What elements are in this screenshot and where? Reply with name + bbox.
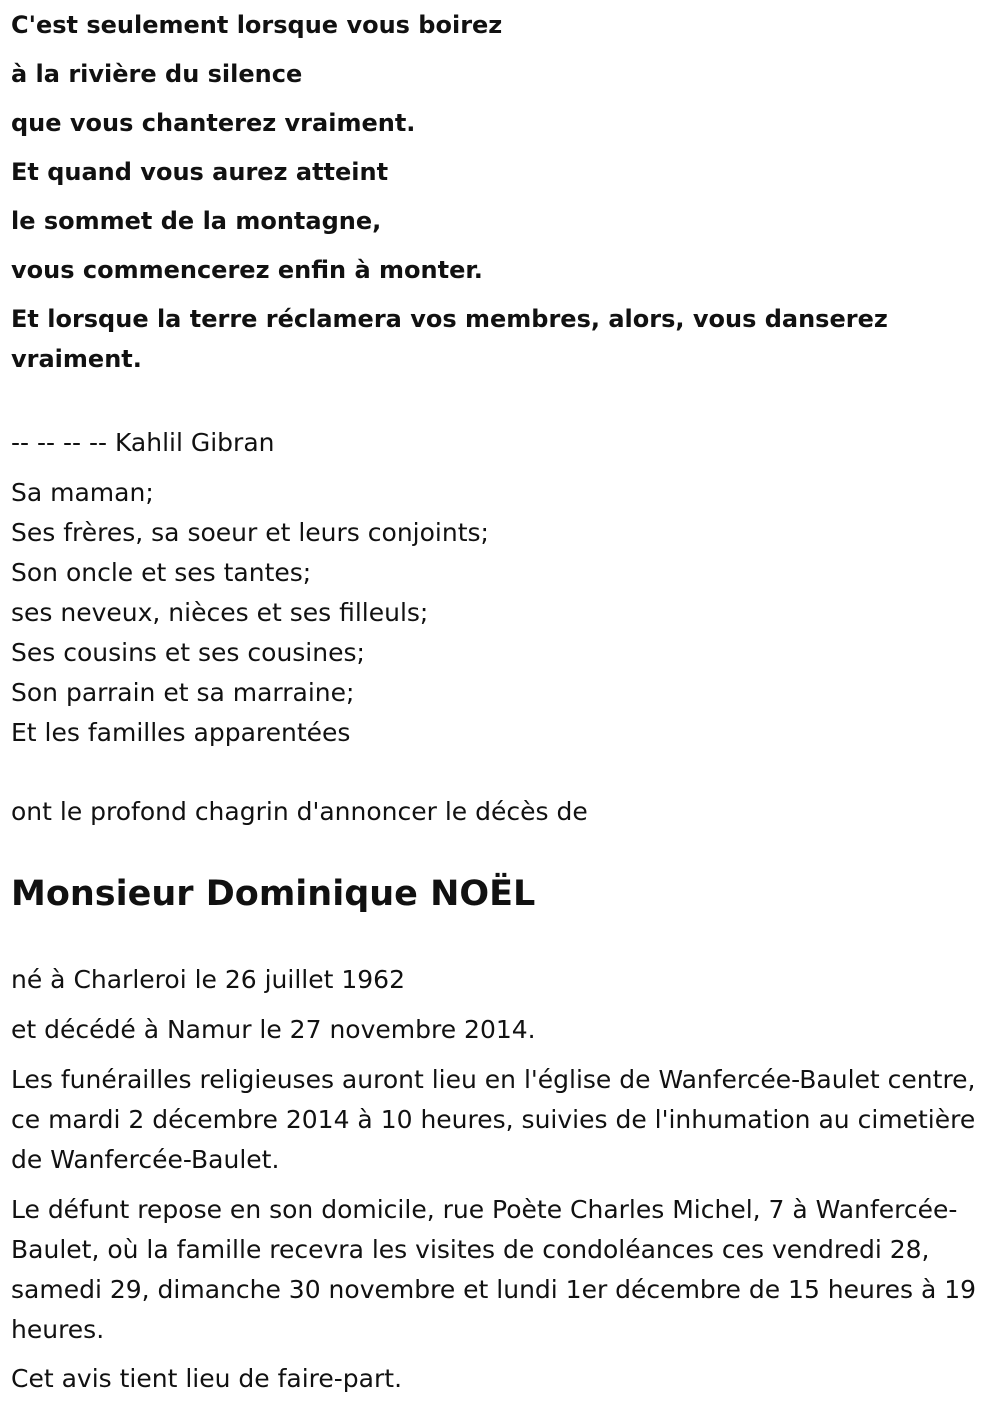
family-member: Ses cousins et ses cousines; [11,638,365,667]
family-member: Son oncle et ses tantes; [11,558,312,587]
family-member: Et les familles apparentées [11,718,351,747]
poem-line: vous commencerez enfin à monter. [11,256,483,284]
notice-text: Cet avis tient lieu de faire-part. [11,1364,403,1393]
birth-info: né à Charleroi le 26 juillet 1962 [11,965,405,994]
poem-line: C'est seulement lorsque vous boirez [11,11,503,39]
family-member: ses neveux, nièces et ses filleuls; [11,598,429,627]
visitation-info: Le défunt repose en son domicile, rue Poète Charles Michel, 7 à Wanfercée-Baulet, où la famille recevra les visites de condoléances ces vendredi 28, samedi 29, dimanche 30 novembre et lundi 1er décembre de 15 heures à 19 heures. [11,1195,977,1344]
poem-line: Et lorsque la terre réclamera vos membres, alors, vous danserez vraiment. [11,305,888,373]
poem-author: -- -- -- -- Kahlil Gibran [11,428,275,457]
poem [11,5,991,379]
poem-line: à la rivière du silence [11,60,303,88]
family-member: Son parrain et sa marraine; [11,678,355,707]
family-list [11,473,489,753]
poem-line: Et quand vous aurez atteint [11,158,389,186]
funeral-info: Les funérailles religieuses auront lieu en l'église de Wanfercée-Baulet centre, ce mardi 2 décembre 2014 à 10 heures, suivies de l'inhumation au cimetière de Wanfercée-Baulet. [11,1065,976,1174]
poem-line: que vous chanterez vraiment. [11,109,416,137]
poem-line: le sommet de la montagne, [11,207,382,235]
deceased-name: Monsieur Dominique NOËL [11,874,536,914]
family-member: Ses frères, sa soeur et leurs conjoints; [11,518,489,547]
announcement: ont le profond chagrin d'annoncer le décès de [11,797,588,826]
death-info: et décédé à Namur le 27 novembre 2014. [11,1015,536,1044]
family-member: Sa maman; [11,478,154,507]
